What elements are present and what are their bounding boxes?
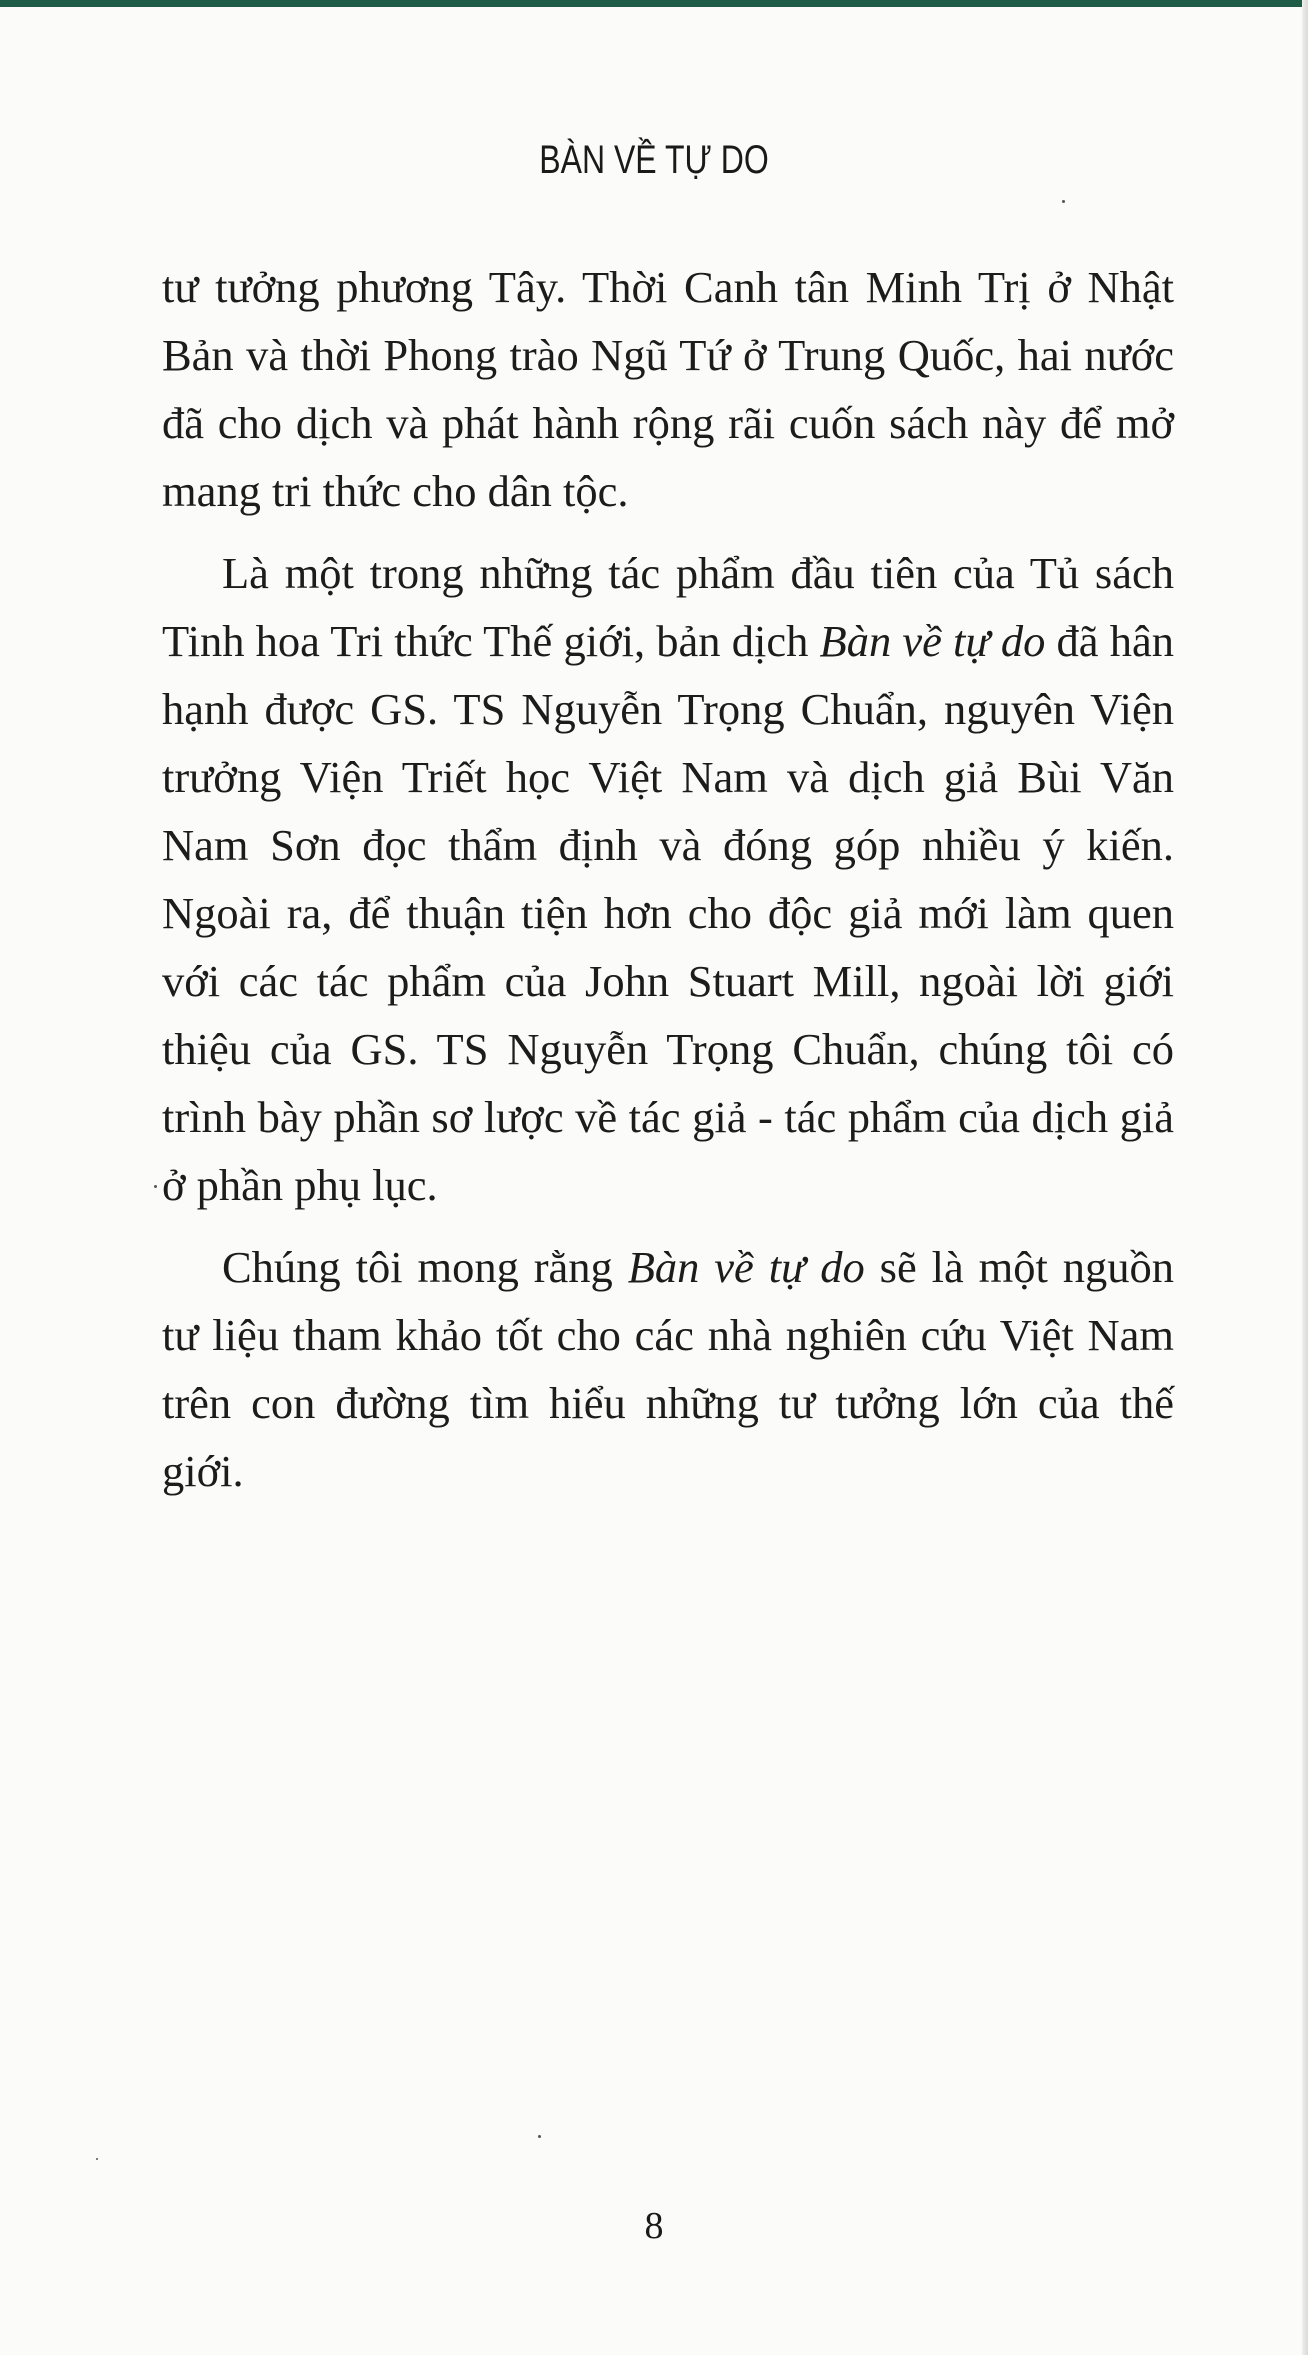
paper-speck [1062, 200, 1065, 203]
paragraph-3 [162, 1233, 1174, 1505]
paragraph-text: Là một trong những tác phẩm đầu tiên của Tủ sách Tinh hoa Tri thức Thế giới, bản dịch [162, 548, 1174, 666]
cover-edge-band [0, 0, 1308, 7]
page-number: 8 [644, 2205, 664, 2247]
paragraph-text: Chúng tôi mong rằng [222, 1242, 628, 1292]
paper-speck [538, 2135, 541, 2138]
paper-speck [154, 1185, 157, 1188]
paper-speck [96, 2158, 98, 2160]
body-text [162, 253, 1174, 1519]
book-title-italic: Bàn về tự do [627, 1242, 865, 1292]
paragraph-1 [162, 253, 1174, 525]
paragraph-2 [162, 539, 1174, 1219]
book-title-italic: Bàn về tự do [819, 616, 1046, 666]
paragraph-text: đã hân hạnh được GS. TS Nguyễn Trọng Chuẩn, nguyên Viện trưởng Viện Triết học Việt Nam và dịch giả Bùi Văn Nam Sơn đọc thẩm định và đóng góp nhiều ý kiến. Ngoài ra, để thuận tiện hơn cho độc giả mới làm quen với các tác phẩm của John Stuart Mill, ngoài lời giới thiệu của GS. TS Nguyễn Trọng Chuẩn, chúng tôi có trình bày phần sơ lược về tác giả - tác phẩm của dịch giả ở phần phụ lục. [162, 616, 1174, 1210]
paragraph-text: tư tưởng phương Tây. Thời Canh tân Minh Trị ở Nhật Bản và thời Phong trào Ngũ Tứ ở Trung Quốc, hai nước đã cho dịch và phát hành rộng rãi cuốn sách này để mở mang tri thức cho dân tộc. [162, 262, 1174, 516]
page-edge-shadow [1302, 0, 1308, 2355]
paragraph-text: sẽ là một nguồn tư liệu tham khảo tốt cho các nhà nghiên cứu Việt Nam trên con đường tìm hiểu những tư tưởng lớn của thế giới. [162, 1242, 1174, 1496]
running-head: BÀN VỀ TỰ DO [539, 138, 769, 182]
